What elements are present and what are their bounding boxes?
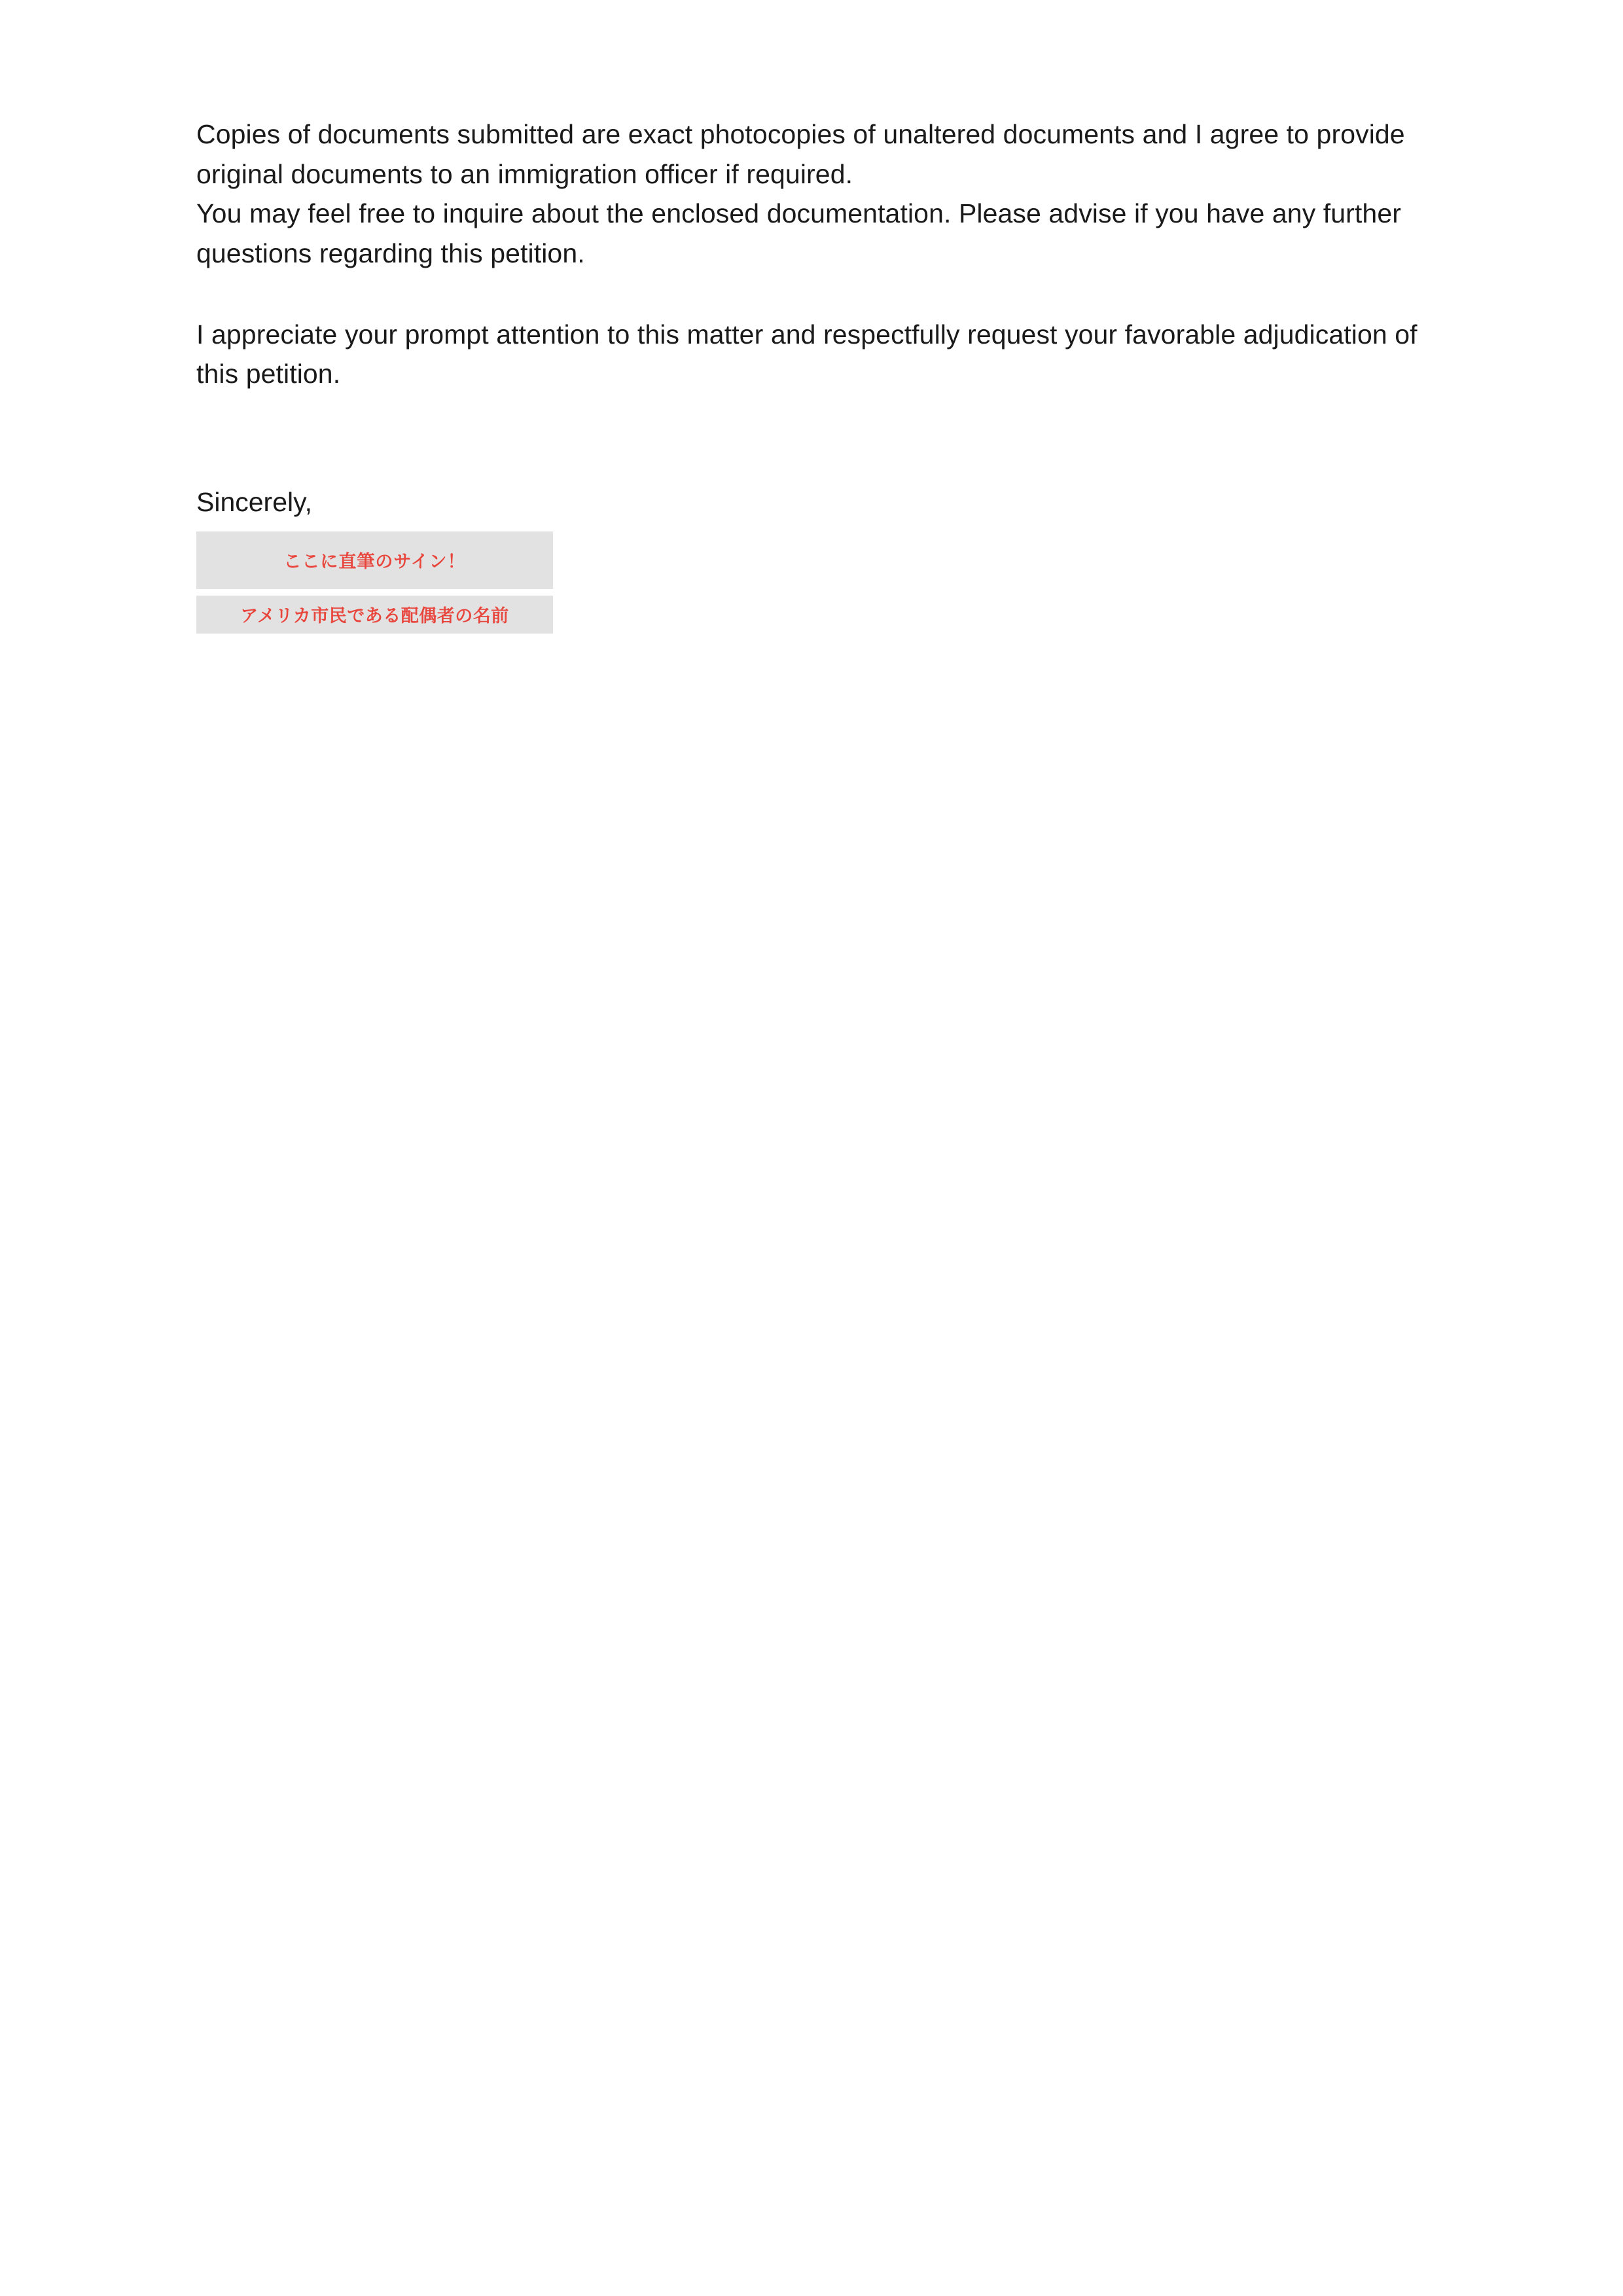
paragraph-spacer [196, 274, 1427, 315]
closing-salutation: Sincerely, [196, 487, 312, 518]
signature-block [196, 482, 1427, 634]
paragraph-inquiry-invitation: You may feel free to inquire about the enclosed documentation. Please advise if you have any further questions regarding this petition. [196, 198, 1401, 269]
letter-body [196, 115, 1427, 394]
name-placeholder-label: アメリカ市民である配偶者の名前 [240, 606, 509, 627]
name-placeholder-box[interactable] [196, 596, 553, 634]
paragraph-documents-certification: Copies of documents submitted are exact photocopies of unaltered documents and I agree to provide original documents to an immigration officer if required. [196, 119, 1405, 189]
paragraph-closing-request: I appreciate your prompt attention to this matter and respectfully request your favorable adjudication of this petition. [196, 319, 1418, 389]
signature-placeholder-label: ここに直筆のサイン！ [283, 552, 466, 573]
signature-placeholder-box[interactable] [196, 531, 553, 589]
